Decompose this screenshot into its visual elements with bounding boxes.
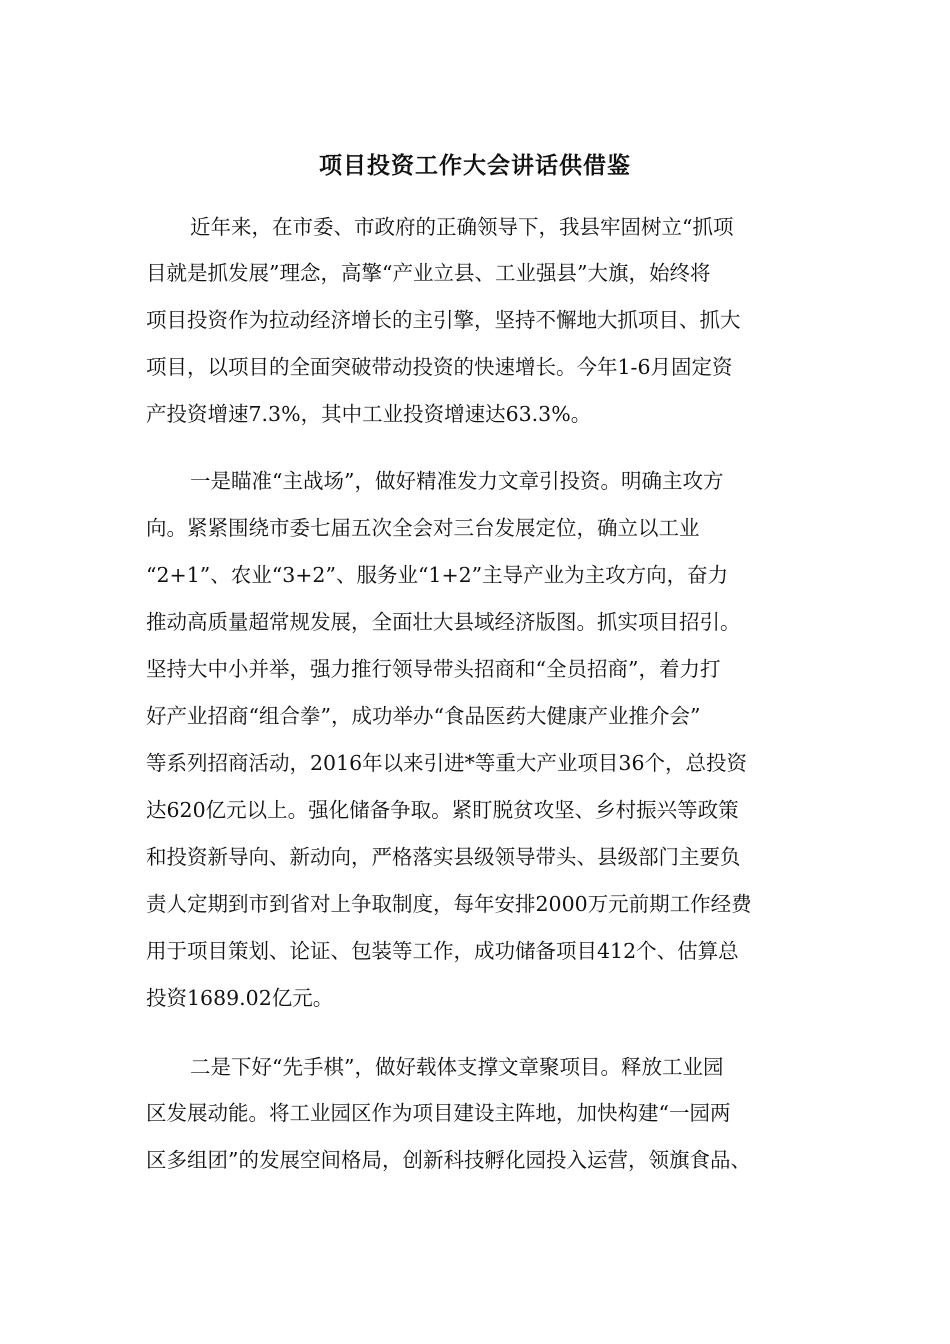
paragraph-2-line-12: 投资1689.02亿元。: [146, 986, 334, 1010]
paragraph-1-line-2: 目就是抓发展”理念，高擎“产业立县、工业强县”大旗，始终将: [146, 261, 711, 285]
document-title: 项目投资工作大会讲话供借鉴: [319, 152, 631, 179]
paragraph-2-line-4: 推动高质量超常规发展，全面壮大县域经济版图。抓实项目招引。: [146, 610, 741, 634]
paragraph-3-line-1: 二是下好“先手棋”，做好载体支撑文章聚项目。释放工业园: [190, 1055, 724, 1079]
paragraph-2-line-2: 向。紧紧围绕市委七届五次全会对三台发展定位，确立以工业: [146, 516, 700, 540]
paragraph-2-line-10: 责人定期到市到省对上争取制度，每年安排2000万元前期工作经费: [146, 892, 752, 916]
paragraph-2-line-7: 等系列招商活动，2016年以来引进*等重大产业项目36个，总投资: [146, 751, 748, 775]
paragraph-2-line-1: 一是瞄准“主战场”，做好精准发力文章引投资。明确主攻方: [190, 469, 724, 493]
paragraph-2-line-3: “2+1”、农业“3+2”、服务业“1+2”主导产业为主攻方向，奋力: [146, 563, 729, 587]
paragraph-2-line-8: 达620亿元以上。强化储备争取。紧盯脱贫攻坚、乡村振兴等政策: [146, 798, 739, 822]
paragraph-2-line-9: 和投资新导向、新动向，严格落实县级领导带头、县级部门主要负: [146, 845, 741, 869]
paragraph-2-line-11: 用于项目策划、论证、包装等工作，成功储备项目412个、估算总: [146, 939, 739, 963]
paragraph-2-line-5: 坚持大中小并举，强力推行领导带头招商和“全员招商”，着力打: [146, 657, 721, 681]
paragraph-1-line-3: 项目投资作为拉动经济增长的主引擎，坚持不懈地大抓项目、抓大: [146, 308, 741, 332]
paragraph-3-line-3: 区多组团”的发展空间格局，创新科技孵化园投入运营，领旗食品、: [146, 1148, 751, 1172]
paragraph-1-line-1: 近年来，在市委、市政府的正确领导下，我县牢固树立“抓项: [190, 215, 734, 239]
paragraph-3-line-2: 区发展动能。将工业园区作为项目建设主阵地，加快构建“一园两: [146, 1101, 731, 1125]
paragraph-1-line-5: 产投资增速7.3%，其中工业投资增速达63.3%。: [146, 402, 592, 426]
paragraph-2-line-6: 好产业招商“组合拳”，成功举办“食品医药大健康产业推介会”: [146, 704, 701, 728]
paragraph-1-line-4: 项目，以项目的全面突破带动投资的快速增长。今年1-6月固定资: [146, 355, 733, 379]
